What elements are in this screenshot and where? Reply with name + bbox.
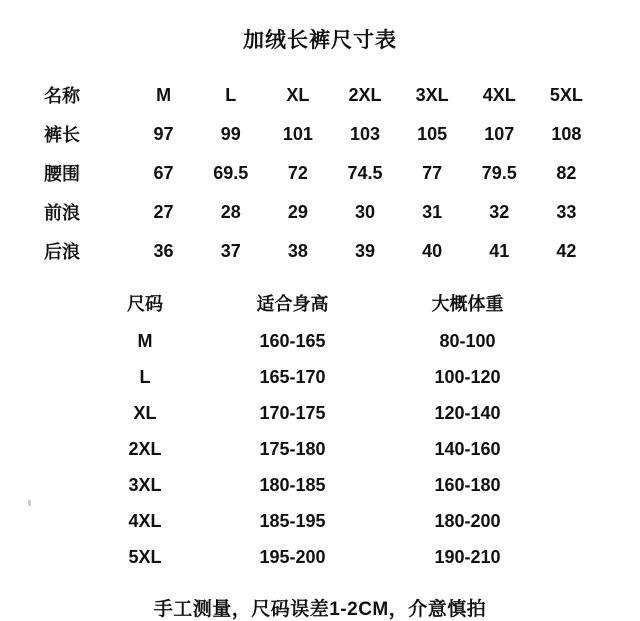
column-header-height: 适合身高 xyxy=(256,294,329,314)
cell-weight: 80-100 xyxy=(439,331,496,351)
cell-value: 28 xyxy=(220,201,241,222)
cell-value: 38 xyxy=(287,240,308,261)
row-label-waist: 腰围 xyxy=(44,164,80,184)
cell-weight: 180-200 xyxy=(434,511,501,531)
table-row xyxy=(85,396,555,432)
cell-height: 170-175 xyxy=(259,403,326,423)
cell-height: 175-180 xyxy=(259,439,326,459)
cell-size: 5XL xyxy=(128,547,162,567)
cell-weight: 190-210 xyxy=(434,547,501,567)
cell-size: XL xyxy=(133,403,157,423)
size-chart-page xyxy=(0,24,640,620)
measurement-disclaimer: 手工测量，尺码误差1-2CM，介意慎拍 xyxy=(153,599,487,620)
cell-value: 29 xyxy=(287,201,308,222)
table-row xyxy=(40,193,600,232)
page-title: 加绒长裤尺寸表 xyxy=(243,29,397,52)
column-header-xl: XL xyxy=(286,84,310,105)
table-row xyxy=(85,324,555,360)
table-row xyxy=(40,232,600,271)
row-label-front-rise: 前浪 xyxy=(44,203,80,223)
cell-weight: 140-160 xyxy=(434,439,501,459)
cell-value: 39 xyxy=(354,240,375,261)
row-label-back-rise: 后浪 xyxy=(44,242,80,262)
cell-value: 101 xyxy=(282,123,313,144)
column-header-name: 名称 xyxy=(44,86,80,106)
table-row xyxy=(85,468,555,504)
cell-value: 30 xyxy=(354,201,375,222)
cell-value: 42 xyxy=(556,240,577,261)
column-header-5xl: 5XL xyxy=(549,84,583,105)
cell-height: 185-195 xyxy=(259,511,326,531)
table-header-row xyxy=(40,76,600,115)
cell-value: 79.5 xyxy=(481,162,517,183)
column-header-3xl: 3XL xyxy=(415,84,449,105)
cell-height: 160-165 xyxy=(259,331,326,351)
cell-value: 33 xyxy=(556,201,577,222)
cell-value: 31 xyxy=(422,201,443,222)
table-row xyxy=(85,360,555,396)
cell-value: 41 xyxy=(489,240,510,261)
cell-value: 32 xyxy=(489,201,510,222)
cell-value: 67 xyxy=(153,162,174,183)
cell-value: 37 xyxy=(220,240,241,261)
cell-value: 74.5 xyxy=(347,162,383,183)
cell-size: 4XL xyxy=(128,511,162,531)
cell-weight: 160-180 xyxy=(434,475,501,495)
column-header-l: L xyxy=(225,84,237,105)
cell-value: 36 xyxy=(153,240,174,261)
cell-value: 82 xyxy=(556,162,577,183)
column-header-weight: 大概体重 xyxy=(431,294,504,314)
table-row xyxy=(40,154,600,193)
cell-value: 107 xyxy=(484,123,515,144)
row-label-pants-length: 裤长 xyxy=(44,125,80,145)
column-header-2xl: 2XL xyxy=(348,84,382,105)
table-row xyxy=(85,504,555,540)
cell-value: 103 xyxy=(349,123,381,144)
cell-value: 105 xyxy=(417,123,448,144)
image-artifact xyxy=(28,500,31,506)
cell-value: 97 xyxy=(153,123,174,144)
cell-value: 27 xyxy=(153,201,174,222)
fit-recommendation-table xyxy=(85,283,555,576)
cell-height: 165-170 xyxy=(259,367,326,387)
cell-size: M xyxy=(137,331,153,351)
cell-size: L xyxy=(139,367,151,387)
column-header-m: M xyxy=(156,84,172,105)
table-row xyxy=(85,432,555,468)
cell-weight: 120-140 xyxy=(434,403,501,423)
table-row xyxy=(40,115,600,154)
cell-value: 40 xyxy=(422,240,443,261)
cell-height: 180-185 xyxy=(259,475,326,495)
fit-header-row xyxy=(85,283,555,324)
cell-value: 72 xyxy=(287,162,308,183)
cell-size: 2XL xyxy=(128,439,162,459)
column-header-4xl: 4XL xyxy=(482,84,516,105)
table-row xyxy=(85,540,555,576)
cell-value: 108 xyxy=(551,123,582,144)
cell-weight: 100-120 xyxy=(434,367,501,387)
column-header-size: 尺码 xyxy=(127,294,163,314)
cell-size: 3XL xyxy=(128,475,162,495)
cell-value: 69.5 xyxy=(213,162,249,183)
cell-height: 195-200 xyxy=(259,547,326,567)
measurement-table xyxy=(40,76,600,271)
cell-value: 99 xyxy=(220,123,241,144)
cell-value: 77 xyxy=(422,162,443,183)
